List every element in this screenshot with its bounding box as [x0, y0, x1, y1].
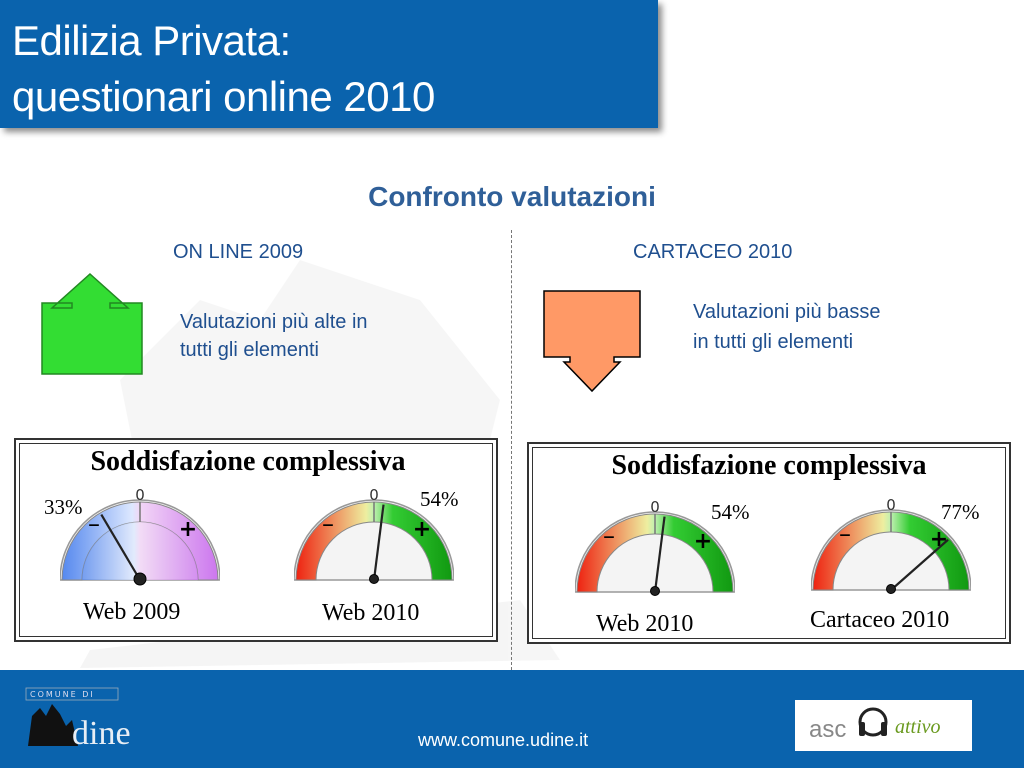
gauge-plus-mark: + — [178, 517, 198, 542]
panel-title: Soddisfazione complessiva — [90, 446, 406, 477]
left-description-line1: Valutazioni più alte in — [180, 311, 368, 333]
right-description-line1: Valutazioni più basse — [693, 301, 881, 323]
gauge-zero-mark: 0 — [369, 486, 379, 504]
right-description-line2: in tutti gli elementi — [693, 331, 854, 353]
svg-text:attivo: attivo — [895, 716, 941, 738]
page-title-line1: Edilizia Privata: — [12, 17, 291, 64]
gauge-needle-hub — [370, 575, 379, 584]
footer-url-link[interactable]: www.comune.udine.it — [418, 730, 589, 750]
gauge-minus-mark: – — [322, 510, 334, 538]
ascolto-attivo-logo — [795, 700, 972, 751]
left-column-heading: ON LINE 2009 — [173, 241, 304, 263]
gauge-minus-mark: – — [88, 510, 100, 538]
gauge-label-cartaceo-2010: Cartaceo 2010 — [810, 607, 950, 633]
gauge-minus-mark: – — [839, 520, 851, 548]
comune-udine-logo — [22, 686, 150, 752]
gauge-percent-cartaceo-2010: 77% — [941, 500, 980, 524]
green-up-arrow-icon — [40, 272, 144, 376]
gauge-percent-web-2010: 54% — [711, 500, 750, 524]
svg-text:dine: dine — [72, 715, 131, 752]
svg-text:asc: asc — [809, 716, 847, 743]
gauge-zero-mark: 0 — [650, 498, 660, 516]
gauge-needle-hub — [651, 587, 660, 596]
left-description-line2: tutti gli elementi — [180, 339, 319, 361]
gauge-zero-mark: 0 — [135, 486, 145, 504]
gauge-label-web-2010: Web 2010 — [322, 600, 420, 626]
svg-text:COMUNE DI: COMUNE DI — [30, 690, 95, 699]
gauge-label-web-2009: Web 2009 — [83, 599, 181, 625]
right-column-heading: CARTACEO 2010 — [633, 241, 793, 263]
gauge-minus-mark: – — [603, 522, 615, 550]
gauge-needle-hub — [887, 585, 896, 594]
gauge-plus-mark: + — [412, 517, 432, 542]
section-subtitle: Confronto valutazioni — [368, 181, 656, 212]
page-title-line2: questionari online 2010 — [12, 73, 435, 120]
gauge-plus-mark: + — [693, 529, 713, 554]
left-satisfaction-panel — [14, 438, 498, 642]
gauge-percent-web-2010: 54% — [420, 487, 459, 511]
gauge-zero-mark: 0 — [886, 496, 896, 514]
column-divider — [511, 230, 512, 670]
orange-down-arrow-icon — [542, 289, 642, 393]
right-satisfaction-panel — [527, 442, 1011, 644]
title-banner — [0, 0, 658, 128]
gauge-needle-hub — [134, 573, 146, 585]
gauge-plus-mark: + — [929, 527, 949, 552]
gauge-web-2009 — [60, 484, 220, 592]
panel-title: Soddisfazione complessiva — [611, 450, 927, 481]
gauge-percent-web-2009: 33% — [44, 495, 83, 519]
gauge-label-web-2010: Web 2010 — [596, 611, 694, 637]
